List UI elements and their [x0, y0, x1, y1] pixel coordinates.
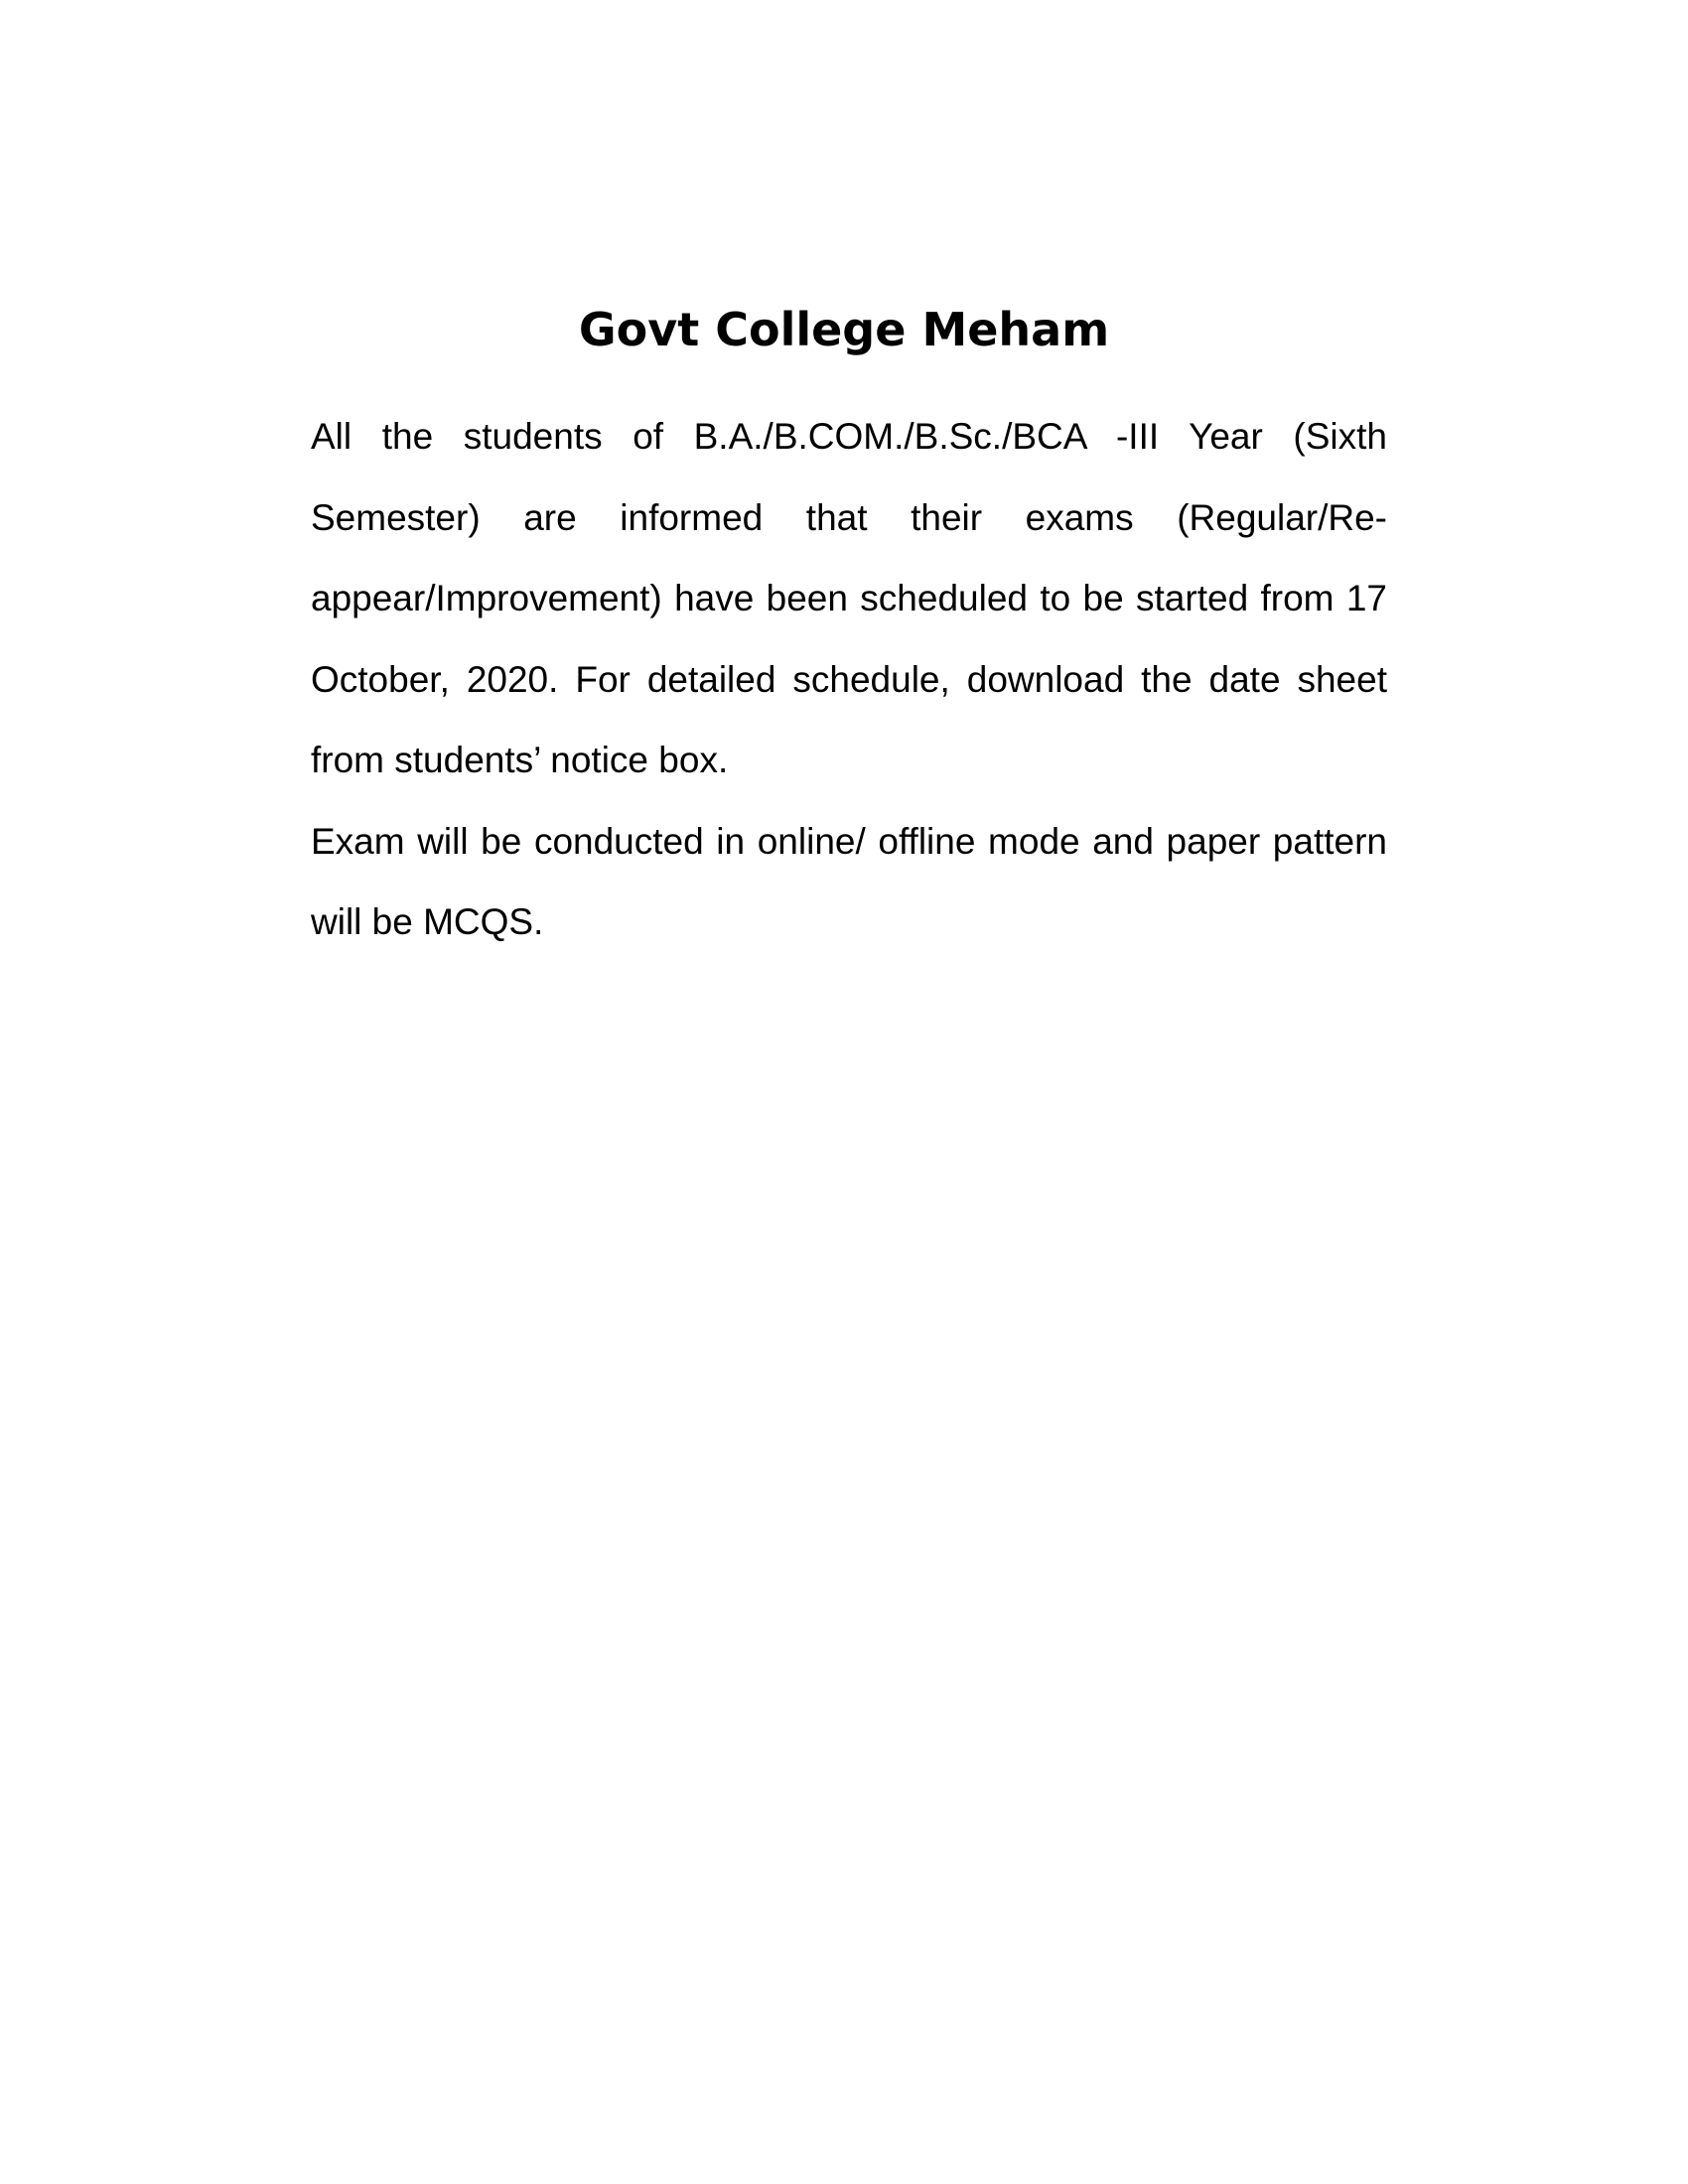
notice-body: [311, 396, 1387, 963]
page-title: Govt College Meham: [578, 303, 1110, 356]
notice-paragraph-exam-mode: Exam will be conducted in online/ offline mode and paper pattern will be MCQS.: [311, 820, 1387, 942]
notice-paragraph-schedule: All the students of B.A./B.COM./B.Sc./BCA -III Year (Sixth Semester) are informed that their exams (Regular/Re-appear/Improvement) have been scheduled to be started from 17 October, 2020. For detailed schedule, download the date sheet from students’ notice box.: [311, 416, 1387, 780]
